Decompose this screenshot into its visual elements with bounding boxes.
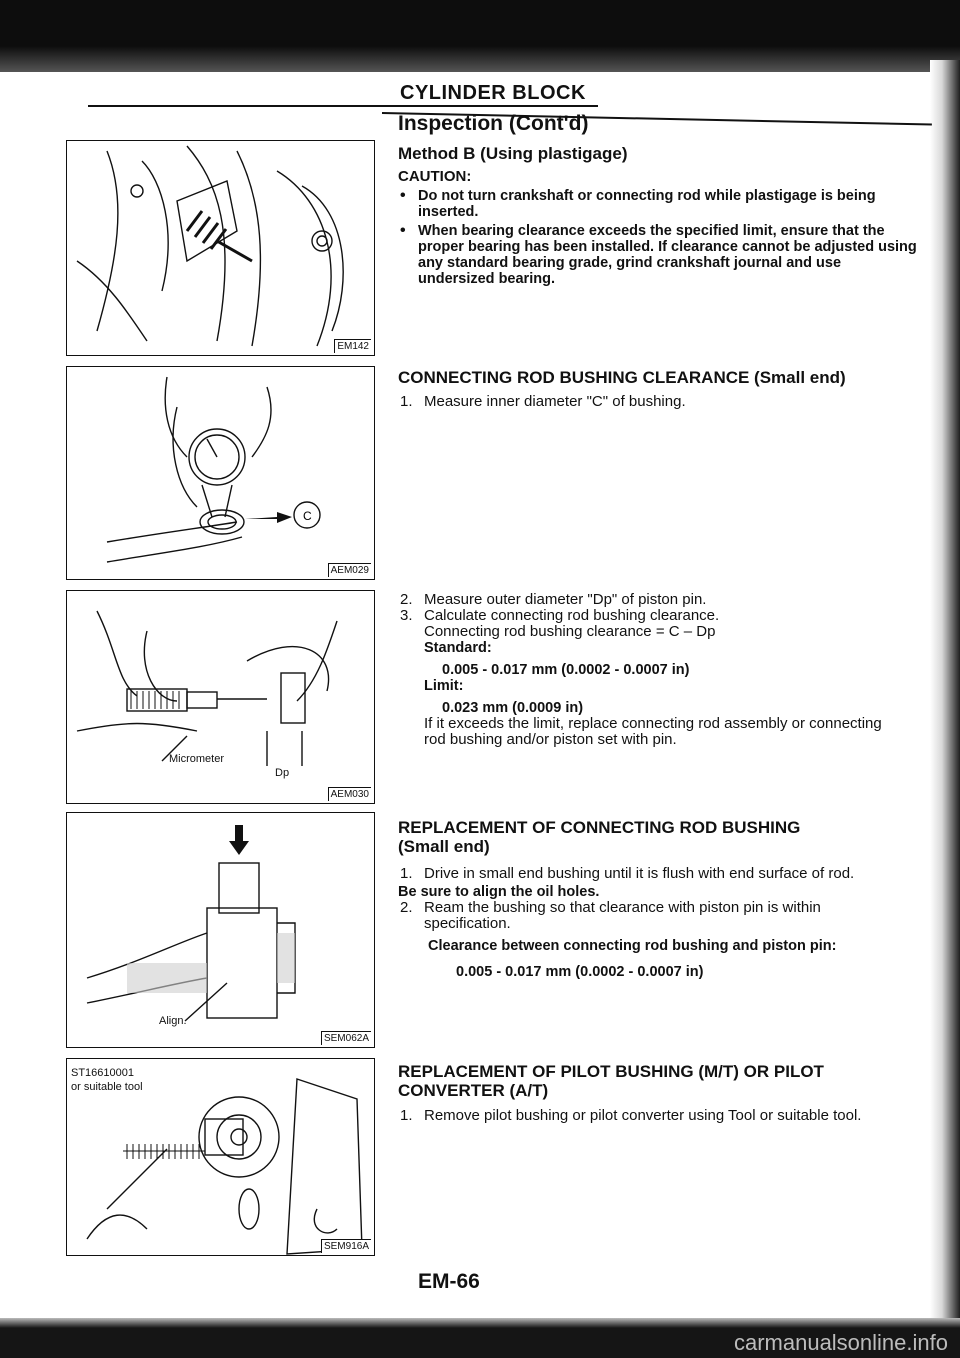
figure-plastigage [66, 140, 375, 356]
scan-top-border [0, 0, 960, 72]
plastigage-illustration [67, 141, 374, 355]
caution-label: CAUTION: [398, 168, 472, 185]
limit-value: 0.023 mm (0.0009 in) [442, 700, 584, 716]
step-text: Calculate connecting rod bushing clearance. [424, 607, 720, 624]
rod-bushing-heading: REPLACEMENT OF CONNECTING ROD BUSHING (Small end) [398, 818, 801, 856]
dp-label: Dp [275, 767, 290, 779]
down-arrow-icon [229, 825, 249, 855]
figure-bushing-press [66, 812, 375, 1048]
caution-item: • When bearing clearance exceeds the specified limit, ensure that the proper bearing has been installed. If clearance cannot be adjusted using any standard bearing grade, grind crankshaft journal and use undersized bearing. [398, 223, 918, 287]
formula-text: Connecting rod bushing clearance = C – Dp [424, 623, 716, 640]
step-number: 1. [400, 865, 413, 882]
step-number: 1. [400, 1107, 413, 1124]
figure-pilot-bushing-tool [66, 1058, 375, 1256]
figure-bore-gauge [66, 366, 375, 580]
tool-alt-label: or suitable tool [71, 1081, 143, 1093]
step-item [398, 900, 918, 932]
figure-code: EM142 [334, 339, 371, 353]
micrometer-label: Micrometer [169, 753, 225, 765]
scan-right-edge [930, 60, 960, 1350]
figure-code: AEM029 [328, 563, 371, 577]
tool-number-label: ST16610001 [71, 1067, 134, 1079]
standard-value: 0.005 - 0.017 mm (0.0002 - 0.0007 in) [442, 662, 690, 678]
bushing-clearance-heading: CONNECTING ROD BUSHING CLEARANCE (Small end) [398, 368, 846, 387]
figure-code: AEM030 [328, 787, 371, 801]
pilot-bushing-heading: REPLACEMENT OF PILOT BUSHING (M/T) OR PILOT CONVERTER (A/T) [398, 1062, 824, 1100]
step-item [398, 592, 918, 608]
step-number: 2. [400, 899, 413, 916]
limit-note: If it exceeds the limit, replace connecting rod assembly or connecting rod bushing and/or piston set with pin. [424, 715, 882, 748]
step-item [398, 866, 918, 882]
clearance-spec-label: Clearance between connecting rod bushing and piston pin: [428, 938, 837, 954]
step-text: Drive in small end bushing until it is flush with end surface of rod. [424, 865, 855, 882]
step-text: Measure inner diameter "C" of bushing. [424, 393, 686, 410]
caution-item: • Do not turn crankshaft or connecting rod while plastigage is being inserted. [398, 188, 918, 220]
step-number: 2. [400, 591, 413, 608]
bore-gauge-illustration [67, 367, 374, 579]
caution-list [398, 188, 918, 287]
step-text: Ream the bushing so that clearance with piston pin is within specification. [424, 899, 821, 932]
bushing-press-illustration [67, 813, 374, 1047]
header-rule [88, 105, 598, 107]
figure-micrometer [66, 590, 375, 804]
rod-bushing-replacement-block [398, 818, 918, 980]
align-label: Align. [159, 1015, 187, 1027]
step-text: Remove pilot bushing or pilot converter using Tool or suitable tool. [424, 1107, 862, 1124]
standard-label: Standard: [424, 640, 492, 656]
bushing-measure-block [398, 592, 918, 748]
page-title: CYLINDER BLOCK [400, 82, 586, 104]
step-item [398, 608, 918, 624]
align-note: Be sure to align the oil holes. [398, 884, 600, 900]
step-number: 3. [400, 607, 413, 624]
clearance-spec-value: 0.005 - 0.017 mm (0.0002 - 0.0007 in) [456, 964, 704, 980]
page-number: EM-66 [418, 1270, 480, 1293]
limit-label: Limit: [424, 678, 464, 694]
section-title: Inspection (Cont'd) [398, 112, 589, 135]
method-b-block [398, 112, 918, 287]
watermark: carmanualsonline.info [733, 1330, 948, 1355]
step-text: Measure outer diameter "Dp" of piston pin. [424, 591, 707, 608]
method-b-heading: Method B (Using plastigage) [398, 144, 628, 163]
micrometer-illustration [67, 591, 374, 803]
step-item [398, 1108, 918, 1124]
figure-code: SEM916A [321, 1239, 371, 1253]
step-number: 1. [400, 393, 413, 410]
figure-code: SEM062A [321, 1031, 371, 1045]
bushing-clearance-block [398, 368, 918, 410]
pilot-bushing-block [398, 1062, 918, 1124]
svg-text:C: C [303, 509, 312, 523]
step-item [398, 394, 918, 410]
